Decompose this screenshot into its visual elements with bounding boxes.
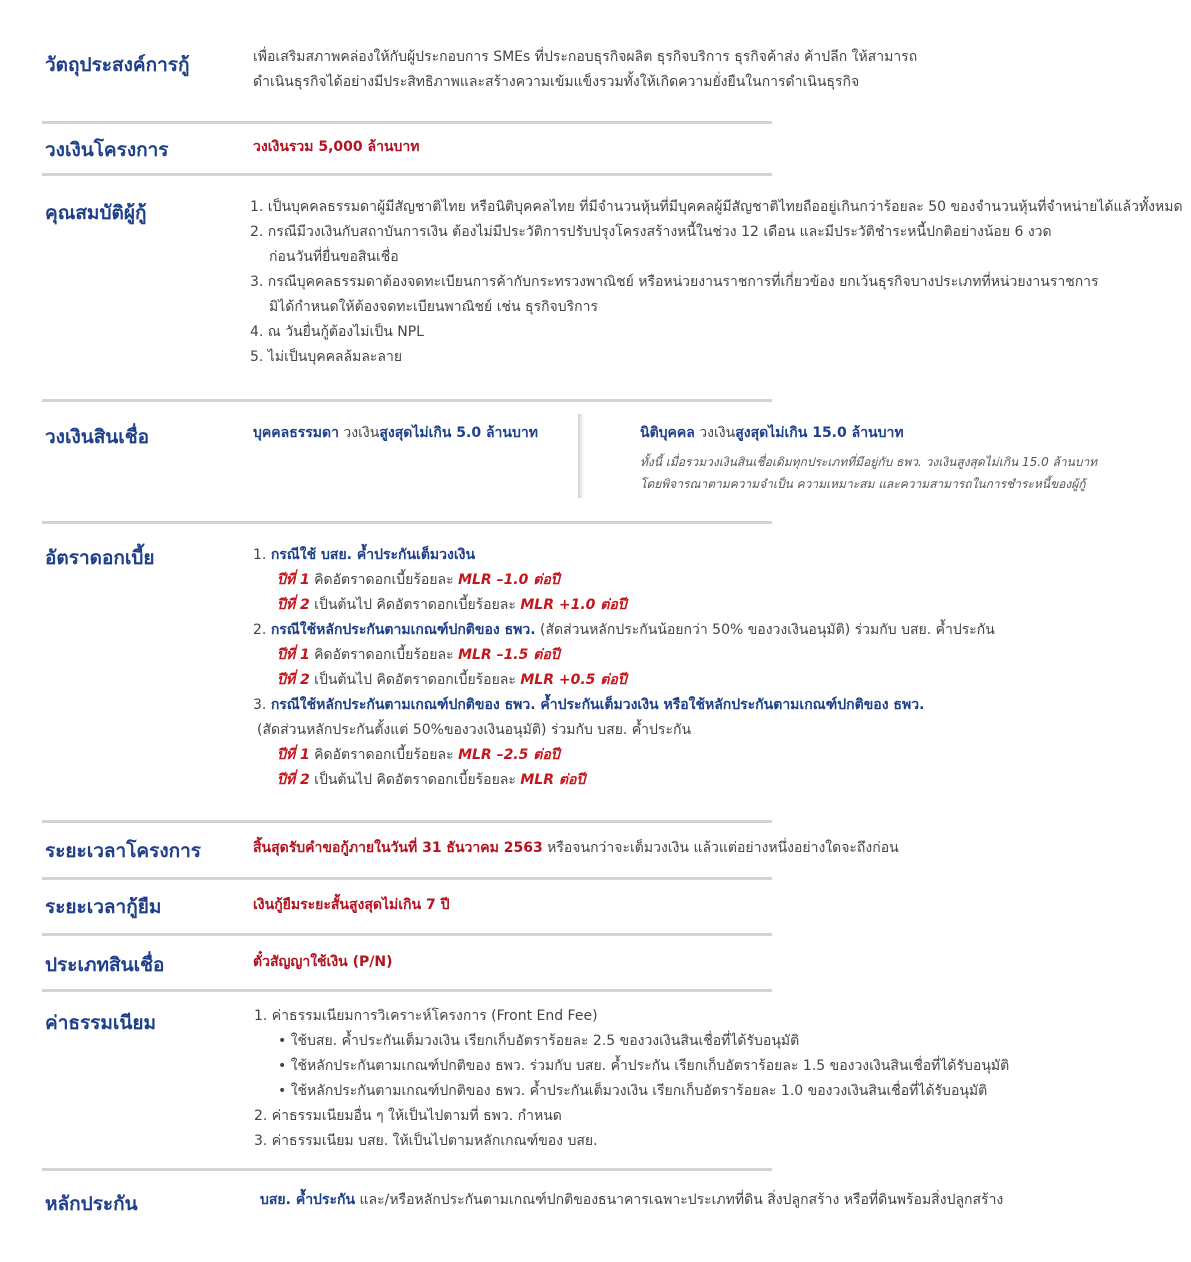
- divider: [42, 121, 772, 124]
- objective-line: ดำเนินธุรกิจได้อย่างมีประสิทธิภาพและสร้างความเข้มแข็งรวมทั้งให้เกิดความยั่งยืนในการดำเนินธุรกิจ: [253, 74, 860, 90]
- fee-bullet: • ใช้หลักประกันตามเกณฑ์ปกติของ ธพว. ร่วมกับ บสย. ค้ำประกัน เรียกเก็บอัตราร้อยละ 1.5 ของวงเงินสินเชื่อที่ได้รับอนุมัติ: [278, 1058, 1010, 1074]
- year-text: เป็นต้นไป คิดอัตราดอกเบี้ยร้อยละ: [309, 772, 521, 788]
- interest-row: [253, 593, 995, 618]
- fee-bullet: • ใช้หลักประกันตามเกณฑ์ปกติของ ธพว. ค้ำประกันเต็มวงเงิน เรียกเก็บอัตราร้อยละ 1.0 ของวงเงินสินเชื่อที่ได้รับอนุมัติ: [278, 1083, 988, 1099]
- year-label: ปีที่ 2: [277, 597, 310, 613]
- case-title: กรณีใช้ บสย. ค้ำประกันเต็มวงเงิน: [270, 547, 476, 563]
- rate: MLR +0.5 ต่อปี: [520, 672, 627, 688]
- rate: MLR +1.0 ต่อปี: [520, 597, 627, 613]
- eligibility-item: 3. กรณีบุคคลธรรมดาต้องจดทะเบียนการค้ากับกระทรวงพาณิชย์ หรือหน่วยงานราชการที่เกี่ยวข้อง ยกเว้นธุรกิจบางประเภทที่หน่วยงานราชการ: [250, 274, 1099, 290]
- juristic-value: สูงสุดไม่เกิน 15.0 ล้านบาท: [735, 425, 904, 441]
- loan-period-heading: ระยะเวลากู้ยืม: [45, 896, 162, 918]
- year-text: เป็นต้นไป คิดอัตราดอกเบี้ยร้อยละ: [309, 597, 521, 613]
- project-amount-value: วงเงินรวม 5,000 ล้านบาท: [253, 139, 420, 155]
- rate: MLR –2.5 ต่อปี: [458, 747, 560, 763]
- project-amount-heading: วงเงินโครงการ: [45, 139, 169, 161]
- interest-row: [253, 568, 995, 593]
- column-separator: [578, 414, 584, 498]
- credit-limit-heading: วงเงินสินเชื่อ: [45, 426, 150, 448]
- loan-type-value: ตั๋วสัญญาใช้เงิน (P/N): [253, 954, 393, 970]
- year-label: ปีที่ 2: [277, 772, 310, 788]
- case-rest: (สัดส่วนหลักประกันน้อยกว่า 50% ของวงเงินอนุมัติ) ร่วมกับ บสย. ค้ำประกัน: [535, 622, 995, 638]
- note-line: โดยพิจารณาตามความจำเป็น ความเหมาะสม และความสามารถในการชำระหนี้ของผู้กู้: [640, 477, 1086, 491]
- year-label: ปีที่ 1: [277, 572, 310, 588]
- collateral-label: บสย. ค้ำประกัน: [260, 1192, 356, 1208]
- juristic-limit: [640, 421, 904, 446]
- objective-text: [253, 45, 917, 95]
- divider: [42, 820, 772, 823]
- juristic-mid: วงเงิน: [694, 425, 736, 441]
- fees-list: [254, 1004, 1009, 1154]
- loan-period-value: เงินกู้ยืมระยะสั้นสูงสุดไม่เกิน 7 ปี: [253, 897, 450, 913]
- note-line: ทั้งนี้ เมื่อรวมวงเงินสินเชื่อเดิมทุกประเภทที่มีอยู่กับ ธพว. วงเงินสูงสุดไม่เกิน 15.0 ล้านบาท: [640, 455, 1098, 469]
- eligibility-heading: คุณสมบัติผู้กู้: [45, 202, 147, 224]
- case-number: 2.: [253, 622, 271, 638]
- divider: [42, 877, 772, 880]
- case-sub: (สัดส่วนหลักประกันตั้งแต่ 50%ของวงเงินอนุมัติ) ร่วมกับ บสย. ค้ำประกัน: [257, 722, 692, 738]
- project-period-value: สิ้นสุดรับคำขอกู้ภายในวันที่ 31 ธันวาคม 2563: [253, 840, 543, 856]
- case-title: กรณีใช้หลักประกันตามเกณฑ์ปกติของ ธพว.: [270, 622, 536, 638]
- loan-type-heading: ประเภทสินเชื่อ: [45, 954, 165, 976]
- interest-case-2: [253, 618, 995, 643]
- project-period-heading: ระยะเวลาโครงการ: [45, 840, 201, 862]
- objective-heading: วัตถุประสงค์การกู้: [45, 54, 190, 76]
- year-label: ปีที่ 2: [277, 672, 310, 688]
- divider: [42, 989, 772, 992]
- project-period-rest: หรือจนกว่าจะเต็มวงเงิน แล้วแต่อย่างหนึ่งอย่างใดจะถึงก่อน: [542, 840, 899, 856]
- interest-row: [253, 668, 995, 693]
- year-label: ปีที่ 1: [277, 647, 310, 663]
- year-text: เป็นต้นไป คิดอัตราดอกเบี้ยร้อยละ: [309, 672, 521, 688]
- objective-line: เพื่อเสริมสภาพคล่องให้กับผู้ประกอบการ SMEs ที่ประกอบธุรกิจผลิต ธุรกิจบริการ ธุรกิจค้าส่ง ค้าปลีก ให้สามารถ: [253, 49, 918, 65]
- individual-limit: [253, 421, 538, 446]
- project-period-text: [253, 836, 899, 861]
- interest-heading: อัตราดอกเบี้ย: [45, 547, 155, 569]
- eligibility-list: [250, 195, 1183, 370]
- divider: [42, 173, 772, 176]
- rate: MLR –1.5 ต่อปี: [458, 647, 560, 663]
- individual-value: สูงสุดไม่เกิน 5.0 ล้านบาท: [379, 425, 538, 441]
- case-number: 3.: [253, 697, 271, 713]
- individual-mid: วงเงิน: [338, 425, 380, 441]
- credit-limit-note: [640, 451, 1097, 495]
- year-label: ปีที่ 1: [277, 747, 310, 763]
- eligibility-item: 4. ณ วันยื่นกู้ต้องไม่เป็น NPL: [250, 324, 424, 340]
- eligibility-item-cont: มิได้กำหนดให้ต้องจดทะเบียนพาณิชย์ เช่น ธุรกิจบริการ: [269, 299, 599, 315]
- collateral-rest: และ/หรือหลักประกันตามเกณฑ์ปกติของธนาคารเฉพาะประเภทที่ดิน สิ่งปลูกสร้าง หรือที่ดินพร้อมสิ่งปลูกสร้าง: [355, 1192, 1004, 1208]
- rate: MLR ต่อปี: [520, 772, 586, 788]
- case-number: 1.: [253, 547, 271, 563]
- eligibility-item: 2. กรณีมีวงเงินกับสถาบันการเงิน ต้องไม่มีประวัติการปรับปรุงโครงสร้างหนี้ในช่วง 12 เดือน และมีประวัติชำระหนี้ปกติอย่างน้อย 6 งวด: [250, 224, 1052, 240]
- year-text: คิดอัตราดอกเบี้ยร้อยละ: [309, 572, 459, 588]
- rate: MLR –1.0 ต่อปี: [458, 572, 560, 588]
- individual-label: บุคคลธรรมดา: [253, 425, 339, 441]
- divider: [42, 521, 772, 524]
- interest-row: [253, 768, 995, 793]
- juristic-label: นิติบุคคล: [640, 425, 695, 441]
- collateral-text: [260, 1188, 1003, 1213]
- interest-row: [253, 643, 995, 668]
- fee-bullet: • ใช้บสย. ค้ำประกันเต็มวงเงิน เรียกเก็บอัตราร้อยละ 2.5 ของวงเงินสินเชื่อที่ได้รับอนุมัติ: [278, 1033, 800, 1049]
- collateral-heading: หลักประกัน: [45, 1193, 138, 1215]
- divider: [42, 399, 772, 402]
- fee-item: 3. ค่าธรรมเนียม บสย. ให้เป็นไปตามหลักเกณฑ์ของ บสย.: [254, 1133, 598, 1149]
- interest-list: [253, 543, 995, 793]
- divider: [42, 933, 772, 936]
- year-text: คิดอัตราดอกเบี้ยร้อยละ: [309, 747, 459, 763]
- eligibility-item: 5. ไม่เป็นบุคคลล้มละลาย: [250, 349, 403, 365]
- divider: [42, 1168, 772, 1171]
- fee-item: 1. ค่าธรรมเนียมการวิเคราะห์โครงการ (Front End Fee): [254, 1008, 598, 1024]
- case-title: กรณีใช้หลักประกันตามเกณฑ์ปกติของ ธพว. ค้ำประกันเต็มวงเงิน หรือใช้หลักประกันตามเกณฑ์ปกติของ ธพว.: [270, 697, 925, 713]
- interest-case-3: [253, 693, 995, 718]
- fee-item: 2. ค่าธรรมเนียมอื่น ๆ ให้เป็นไปตามที่ ธพว. กำหนด: [254, 1108, 562, 1124]
- eligibility-item: 1. เป็นบุคคลธรรมดาผู้มีสัญชาติไทย หรือนิติบุคคลไทย ที่มีจำนวนหุ้นที่มีบุคคลผู้มีสัญชาติไทยถืออยู่เกินกว่าร้อยละ 50 ของจำนวนหุ้นที่จำหน่ายได้แล้วทั้งหมด: [250, 199, 1183, 215]
- interest-case-1: [253, 543, 995, 568]
- fees-heading: ค่าธรรมเนียม: [45, 1012, 157, 1034]
- year-text: คิดอัตราดอกเบี้ยร้อยละ: [309, 647, 459, 663]
- eligibility-item-cont: ก่อนวันที่ยื่นขอสินเชื่อ: [269, 249, 399, 265]
- interest-row: [253, 743, 995, 768]
